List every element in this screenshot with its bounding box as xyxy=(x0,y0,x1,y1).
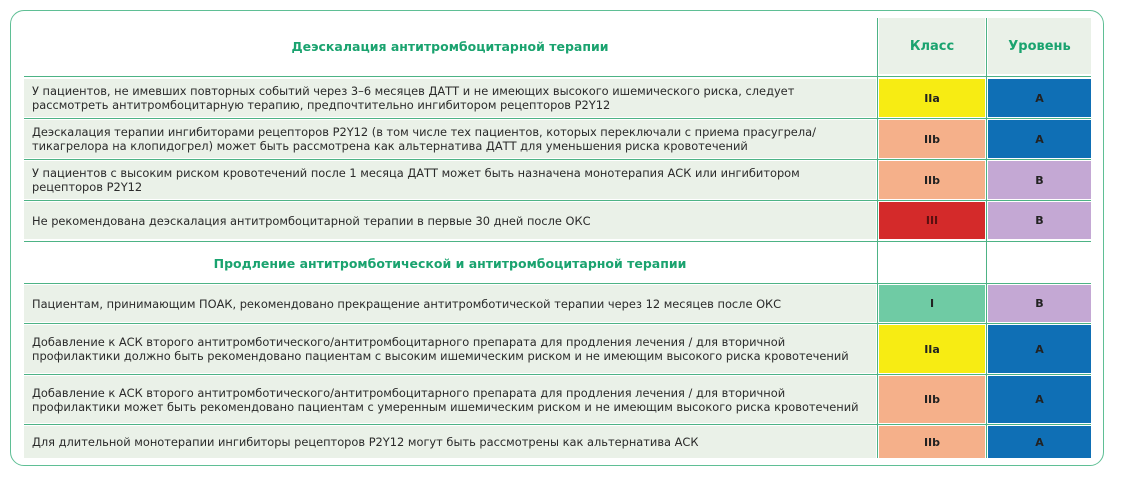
class-column-header: Класс xyxy=(879,18,985,74)
class-badge: IIb xyxy=(879,161,985,199)
class-badge: III xyxy=(879,202,985,239)
column-divider xyxy=(877,18,878,458)
row-divider xyxy=(24,118,1091,119)
level-column-header: Уровень xyxy=(988,18,1091,74)
section-title-prolongation: Продление антитромботической и антитромбоцитарной терапии xyxy=(213,255,687,271)
row-divider xyxy=(24,76,1091,77)
class-badge: I xyxy=(879,285,985,322)
level-badge: A xyxy=(988,79,1091,117)
level-badge: A xyxy=(988,120,1091,158)
recommendation-text: У пациентов, не имевших повторных событий через 3–6 месяцев ДАТТ и не имеющих высокого ишемического риска, следует рассмотреть антитромбоцитарную терапию, предпочтительно ингибитором рецепторов P2Y12 xyxy=(24,79,876,117)
row-divider xyxy=(24,241,1091,242)
section-class-spacer xyxy=(879,244,985,282)
level-badge: B xyxy=(988,285,1091,322)
level-badge: A xyxy=(988,325,1091,373)
row-divider xyxy=(24,424,1091,425)
recommendation-text: У пациентов с высоким риском кровотечений после 1 месяца ДАТТ может быть назначена монотерапия АСК или ингибитором рецепторов P2Y12 xyxy=(24,161,876,199)
row-divider xyxy=(24,200,1091,201)
recommendation-text: Добавление к АСК второго антитромботического/антитромбоцитарного препарата для продления лечения / для вторичной профилактики должно быть рекомендовано пациентам с высоким ишемическим риском и не имеющим высокого риска кровотечений xyxy=(24,325,876,373)
recommendation-text: Деэскалация терапии ингибиторами рецепторов P2Y12 (в том числе тех пациентов, которых переключали с приема прасугрела/тикагрелора на клопидогрел) может быть рассмотрена как альтернатива ДАТТ для уменьшения риска кровотечений xyxy=(24,120,876,158)
class-badge: IIb xyxy=(879,120,985,158)
level-badge: A xyxy=(988,426,1091,458)
column-divider xyxy=(986,18,987,458)
row-divider xyxy=(24,159,1091,160)
row-divider xyxy=(24,283,1091,284)
section-level-spacer xyxy=(988,244,1091,282)
class-badge: IIb xyxy=(879,426,985,458)
row-divider xyxy=(24,323,1091,324)
class-badge: IIb xyxy=(879,376,985,423)
recommendation-text: Не рекомендована деэскалация антитромбоцитарной терапии в первые 30 дней после ОКС xyxy=(24,202,876,239)
recommendation-text: Для длительной монотерапии ингибиторы рецепторов P2Y12 могут быть рассмотрены как альтернатива АСК xyxy=(24,426,876,458)
level-badge: B xyxy=(988,202,1091,239)
level-badge: A xyxy=(988,376,1091,423)
recommendation-text: Пациентам, принимающим ПОАК, рекомендовано прекращение антитромботической терапии через 12 месяцев после ОКС xyxy=(24,285,876,322)
class-badge: IIa xyxy=(879,79,985,117)
level-badge: B xyxy=(988,161,1091,199)
recommendation-text: Добавление к АСК второго антитромботического/антитромбоцитарного препарата для продления лечения / для вторичной профилактики может быть рекомендовано пациентам с умеренным ишемическим риском и не имеющим высокого риска кровотечений xyxy=(24,376,876,423)
class-badge: IIa xyxy=(879,325,985,373)
table-header-title: Деэскалация антитромбоцитарной терапии xyxy=(24,18,876,74)
row-divider xyxy=(24,374,1091,375)
